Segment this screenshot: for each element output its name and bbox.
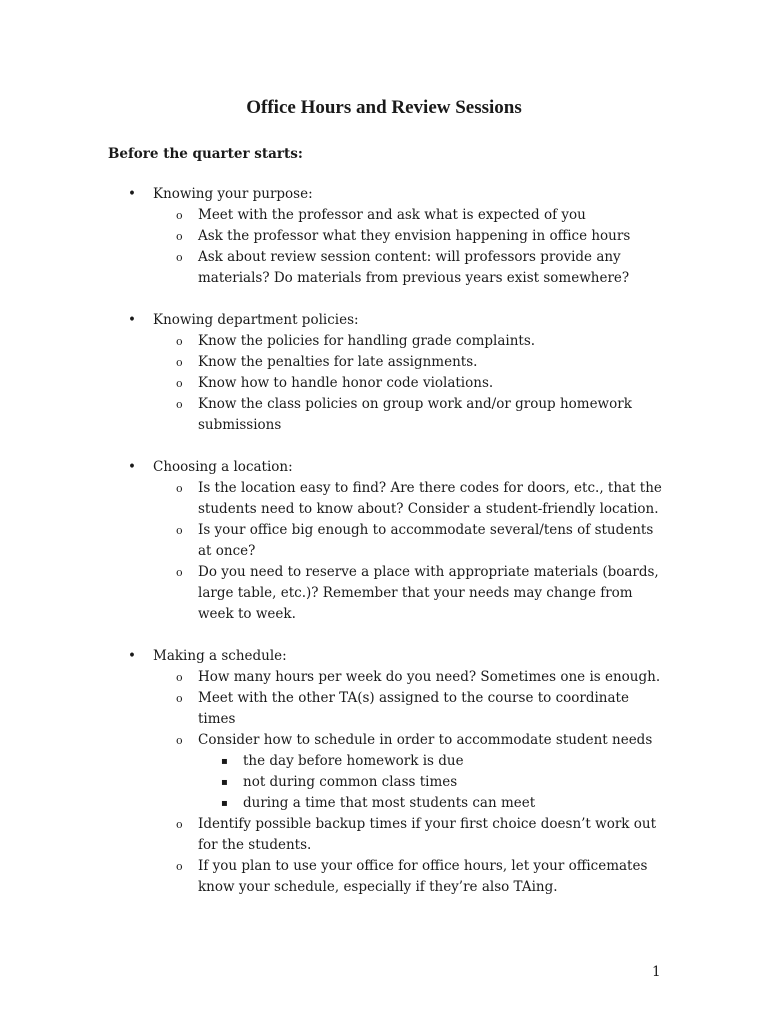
bullet-marker: • (128, 312, 136, 328)
list-item-text: Meet with the professor and ask what is expected of you (198, 207, 586, 223)
list-item-text: Know the penalties for late assignments. (198, 354, 478, 370)
list-item (0, 205, 768, 226)
bullet-heading-text: Knowing your purpose: (153, 186, 313, 202)
list-item (0, 226, 768, 247)
list-item-text: Ask the professor what they envision happening in office hours (198, 228, 631, 244)
outline-section (0, 310, 768, 436)
bullet-marker: • (128, 459, 136, 475)
bullet-heading (0, 457, 768, 478)
list-item (0, 667, 768, 688)
list-item-text: Know the class policies on group work and/or group homework submissions (198, 396, 632, 433)
circle-bullet-marker: o (176, 356, 183, 369)
list-item-text: Know the policies for handling grade complaints. (198, 333, 536, 349)
square-bullet-marker: ▪ (221, 756, 228, 767)
circle-bullet-marker: o (176, 818, 183, 831)
bullet-heading-text: Knowing department policies: (153, 312, 359, 328)
sub-list-item (0, 751, 768, 772)
sub-list-item-text: during a time that most students can meet (243, 795, 536, 811)
list-item (0, 352, 768, 373)
list-item-text: Meet with the other TA(s) assigned to the course to coordinate times (198, 690, 629, 727)
page-number: 1 (652, 964, 661, 980)
circle-bullet-marker: o (176, 482, 183, 495)
bullet-heading-text: Making a schedule: (153, 648, 287, 664)
circle-bullet-marker: o (176, 692, 183, 705)
list-item (0, 394, 768, 436)
list-item-text: Know how to handle honor code violations. (198, 375, 494, 391)
sub-list-item (0, 772, 768, 793)
list-item-text: Is your office big enough to accommodate several/tens of students at once? (198, 522, 654, 559)
bullet-heading (0, 310, 768, 331)
list-item (0, 814, 768, 856)
circle-bullet-marker: o (176, 566, 183, 579)
sub-list-item (0, 793, 768, 814)
circle-bullet-marker: o (176, 230, 183, 243)
outline-section (0, 646, 768, 898)
bullet-heading (0, 646, 768, 667)
list-item (0, 247, 768, 289)
list-item (0, 562, 768, 625)
circle-bullet-marker: o (176, 209, 183, 222)
list-item-text: Consider how to schedule in order to accommodate student needs (198, 732, 653, 748)
list-item (0, 730, 768, 751)
bullet-marker: • (128, 186, 136, 202)
list-item (0, 478, 768, 520)
circle-bullet-marker: o (176, 860, 183, 873)
list-item-text: Do you need to reserve a place with appropriate materials (boards, large table, etc.)? Remember that your needs may change from week to week. (198, 564, 659, 622)
list-item-text: If you plan to use your office for office hours, let your officemates know your schedule, especially if they’re also TAing. (198, 858, 648, 895)
sub-list-item-text: the day before homework is due (243, 753, 464, 769)
bullet-marker: • (128, 648, 136, 664)
circle-bullet-marker: o (176, 398, 183, 411)
section-subheading: Before the quarter starts: (108, 146, 303, 162)
outline-list (0, 184, 768, 919)
list-item-text: Identify possible backup times if your first choice doesn’t work out for the students. (198, 816, 656, 853)
list-item-text: Is the location easy to find? Are there codes for doors, etc., that the students need to know about? Consider a student-friendly location. (198, 480, 662, 517)
list-item (0, 520, 768, 562)
circle-bullet-marker: o (176, 734, 183, 747)
list-item (0, 331, 768, 352)
bullet-heading (0, 184, 768, 205)
list-item (0, 373, 768, 394)
circle-bullet-marker: o (176, 671, 183, 684)
square-bullet-marker: ▪ (221, 798, 228, 809)
circle-bullet-marker: o (176, 251, 183, 264)
circle-bullet-marker: o (176, 335, 183, 348)
list-item-text: Ask about review session content: will professors provide any materials? Do materials from previous years exist somewhere? (198, 249, 630, 286)
outline-section (0, 184, 768, 289)
list-item-text: How many hours per week do you need? Sometimes one is enough. (198, 669, 661, 685)
circle-bullet-marker: o (176, 377, 183, 390)
circle-bullet-marker: o (176, 524, 183, 537)
square-bullet-marker: ▪ (221, 777, 228, 788)
page-title: Office Hours and Review Sessions (246, 97, 522, 118)
list-item (0, 856, 768, 898)
bullet-heading-text: Choosing a location: (153, 459, 293, 475)
sub-list-item-text: not during common class times (243, 774, 458, 790)
list-item (0, 688, 768, 730)
outline-section (0, 457, 768, 625)
